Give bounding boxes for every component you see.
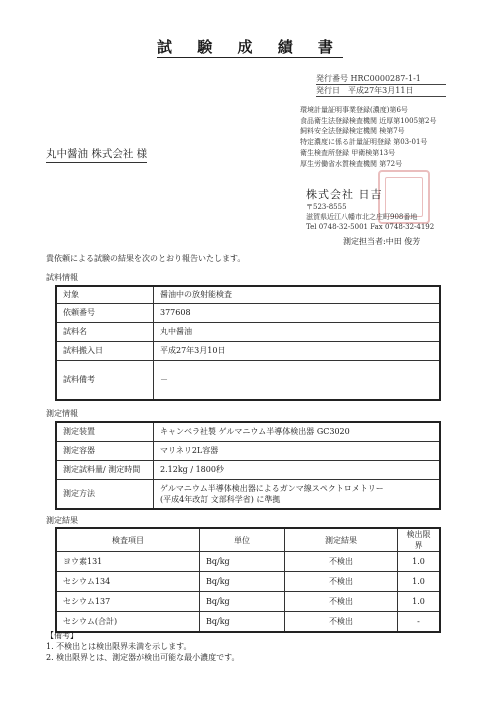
company-address: 滋賀県近江八幡市北之庄町908番地 [306,213,418,221]
company-address-block [306,202,434,232]
company-phone: Tel 0748-32-5001 Fax 0748-32-4192 [306,223,435,231]
registration-item: 特定濃度に係る計量証明登録 第03-01号 [300,138,428,147]
row-value: 醤油中の放射能検査 [154,286,441,303]
remarks-heading: 【備考】 [46,631,78,640]
row-label: 測定方法 [56,479,154,509]
table-row [56,322,440,341]
table-row [56,303,440,322]
limit-cell: 1.0 [398,592,441,612]
remark-item: 1. 不検出とは検出限界未満を示します。 [46,642,192,651]
registration-item: 衛生検査所登録 甲衛検第13号 [300,148,396,157]
row-value [154,479,441,509]
row-value: － [154,360,441,400]
registration-item: 食品衛生法登録検査機関 近厚第1005第2号 [300,116,437,125]
table-row [56,592,440,612]
client-name: 丸中醤油 株式会社 様 [46,146,147,163]
row-label: 対象 [56,286,154,303]
intro-text: 貴依頼による試験の結果を次のとおり報告いたします。 [46,254,246,263]
row-label: 測定装置 [56,422,154,441]
row-value: 2.12kg / 1800秒 [154,460,441,479]
result-cell: 不検出 [285,552,398,572]
postal-code: 〒523-8555 [306,203,347,211]
table-row [56,360,440,400]
table-row [56,460,440,479]
result-cell: 不検出 [285,592,398,612]
company-name: 株式会社 日吉 [306,188,383,201]
row-label: 試料備考 [56,360,154,400]
item-cell: セシウム(合計) [56,612,200,633]
registration-item: 環境計量証明事業登録(濃度)第6号 [300,106,408,114]
method-line: (平成4年改訂 文部科学省) に準拠 [160,494,281,504]
row-label: 試料名 [56,322,154,341]
column-header: 検出限界 [398,528,441,552]
results-table [55,527,441,633]
row-label: 試料搬入日 [56,341,154,360]
table-row [56,422,440,441]
item-cell: セシウム134 [56,572,200,592]
item-cell: ヨウ素131 [56,552,200,572]
limit-cell: 1.0 [398,572,441,592]
issue-date: 発行日 平成27年3月11日 [316,85,446,97]
table-row [56,286,440,303]
column-header: 検査項目 [56,528,200,552]
method-line: ゲルマニウム半導体検出器によるガンマ線スペクトロメトリー [160,483,384,493]
remark-item: 2. 検出限界とは、測定器が検出可能な最小濃度です。 [46,653,240,662]
sample-info-table [55,285,441,401]
table-header-row [56,528,440,552]
unit-cell: Bq/kg [200,572,285,592]
registration-list [300,105,437,169]
row-label: 測定容器 [56,441,154,460]
row-value: 平成27年3月10日 [154,341,441,360]
row-value: マリネリ2L容器 [154,441,441,460]
row-value: 丸中醤油 [154,322,441,341]
item-cell: セシウム137 [56,592,200,612]
registration-item: 飼料安全法登録検定機関 検第7号 [300,127,405,136]
limit-cell: 1.0 [398,552,441,572]
measurement-info-table [55,421,441,510]
table-row [56,441,440,460]
unit-cell: Bq/kg [200,592,285,612]
sample-info-heading: 試料情報 [46,273,78,282]
unit-cell: Bq/kg [200,612,285,633]
unit-cell: Bq/kg [200,552,285,572]
row-value: キャンベラ社製 ゲルマニウム半導体検出器 GC3020 [154,422,441,441]
result-cell: 不検出 [285,612,398,633]
limit-cell: - [398,612,441,633]
result-cell: 不検出 [285,572,398,592]
column-header: 測定結果 [285,528,398,552]
issue-number: 発行番号 HRC0000287-1-1 [316,73,446,85]
table-row [56,612,440,633]
table-row [56,572,440,592]
document-title: 試 験 成 績 書 [157,38,343,56]
table-row [56,479,440,509]
results-heading: 測定結果 [46,516,78,525]
row-value: 377608 [154,303,441,322]
table-row [56,341,440,360]
remarks [46,630,240,663]
row-label: 測定試料量/ 測定時間 [56,460,154,479]
table-row [56,552,440,572]
registration-item: 厚生労働省水質検査機関 第72号 [300,159,403,168]
column-header: 単位 [200,528,285,552]
measurement-info-heading: 測定情報 [46,409,78,418]
staff-name: 測定担当者:中田 俊芳 [343,237,421,246]
row-label: 依頼番号 [56,303,154,322]
